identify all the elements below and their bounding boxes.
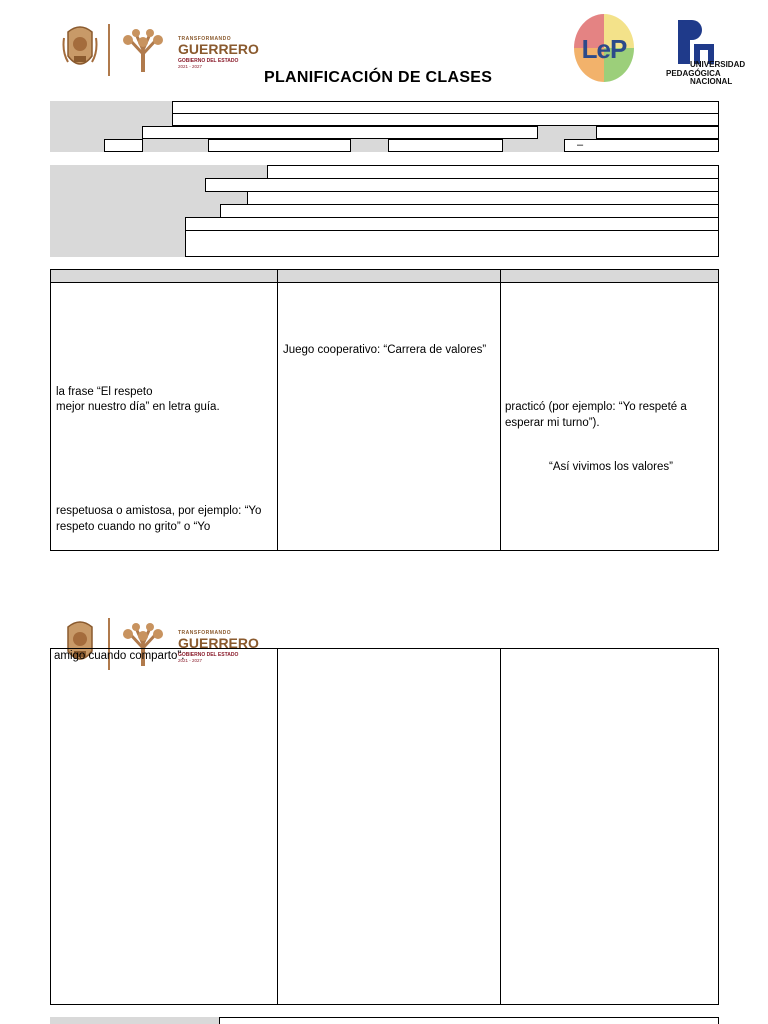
page-title: PLANIFICACIÓN DE CLASES <box>264 69 493 86</box>
guerrero-years-page-2: 2021 - 2027 <box>178 658 203 663</box>
form-field-10[interactable] <box>205 178 719 192</box>
form-field-14[interactable] <box>185 230 719 257</box>
bottom-form-field[interactable] <box>219 1017 719 1024</box>
lep-logo <box>570 10 638 94</box>
table-1-col1-text-a: la frase “El respeto <box>56 386 153 398</box>
guerrero-wordmark <box>178 36 258 69</box>
table-1-col3-text-a: practicó (por ejemplo: “Yo respeté a <box>505 401 687 413</box>
upn-line2: PEDAGÓGICA <box>666 68 721 78</box>
upn-wordmark <box>666 61 756 87</box>
guerrero-tree-icon <box>120 28 166 74</box>
table-2-column-divider-1 <box>277 649 278 1004</box>
form-field-8[interactable] <box>564 139 719 152</box>
activities-table-2 <box>50 648 719 1005</box>
table-1-col2-text: Juego cooperativo: “Carrera de valores” <box>283 344 487 356</box>
table-1-col3-text-b: esperar mi turno”). <box>505 417 600 429</box>
guerrero-name-page-2: GUERRERO <box>178 635 259 651</box>
table-1-col1-text-d: respeto cuando no grito” o “Yo <box>56 521 211 533</box>
form-field-7[interactable] <box>388 139 503 152</box>
logo-divider <box>108 24 110 76</box>
table-1-column-divider-2 <box>500 270 501 550</box>
table-1-col1-text-b: mejor nuestro día” en letra guía. <box>56 401 220 413</box>
guerrero-top-text-page-2: TRANSFORMANDO <box>178 630 232 636</box>
table-1-column-divider-1 <box>277 270 278 550</box>
state-shield-icon <box>62 22 98 76</box>
form-field-9[interactable] <box>267 165 719 179</box>
guerrero-sub-text-page-2: GOBIERNO DEL ESTADO <box>178 652 239 658</box>
dash-value: – <box>577 139 584 151</box>
lep-logo-text: LeP <box>581 34 627 64</box>
form-field-11[interactable] <box>247 191 719 205</box>
guerrero-top-text: TRANSFORMANDO <box>178 36 232 42</box>
upn-line3: NACIONAL <box>690 77 733 86</box>
guerrero-years: 2021 - 2027 <box>178 64 203 69</box>
table-2-col1-text: amigo cuando comparto”. <box>54 650 185 662</box>
form-field-2[interactable] <box>172 113 719 126</box>
form-field-5[interactable] <box>104 139 143 152</box>
form-field-4[interactable] <box>596 126 719 139</box>
table-1-col3-text-c: “Así vivimos los valores” <box>549 461 673 473</box>
table-2-column-divider-2 <box>500 649 501 1004</box>
bottom-form-background <box>50 1017 220 1024</box>
table-1-header-row <box>51 270 718 283</box>
form-field-13[interactable] <box>185 217 719 231</box>
table-1-col1-text-c: respetuosa o amistosa, por ejemplo: “Yo <box>56 505 262 517</box>
guerrero-sub-text: GOBIERNO DEL ESTADO <box>178 58 239 64</box>
upn-logo-icon <box>676 18 716 66</box>
activities-table-1 <box>50 269 719 551</box>
upn-line1: UNIVERSIDAD <box>690 60 746 69</box>
form-field-12[interactable] <box>220 204 719 218</box>
form-field-3[interactable] <box>142 126 538 139</box>
form-field-6[interactable] <box>208 139 351 152</box>
guerrero-name: GUERRERO <box>178 41 259 57</box>
